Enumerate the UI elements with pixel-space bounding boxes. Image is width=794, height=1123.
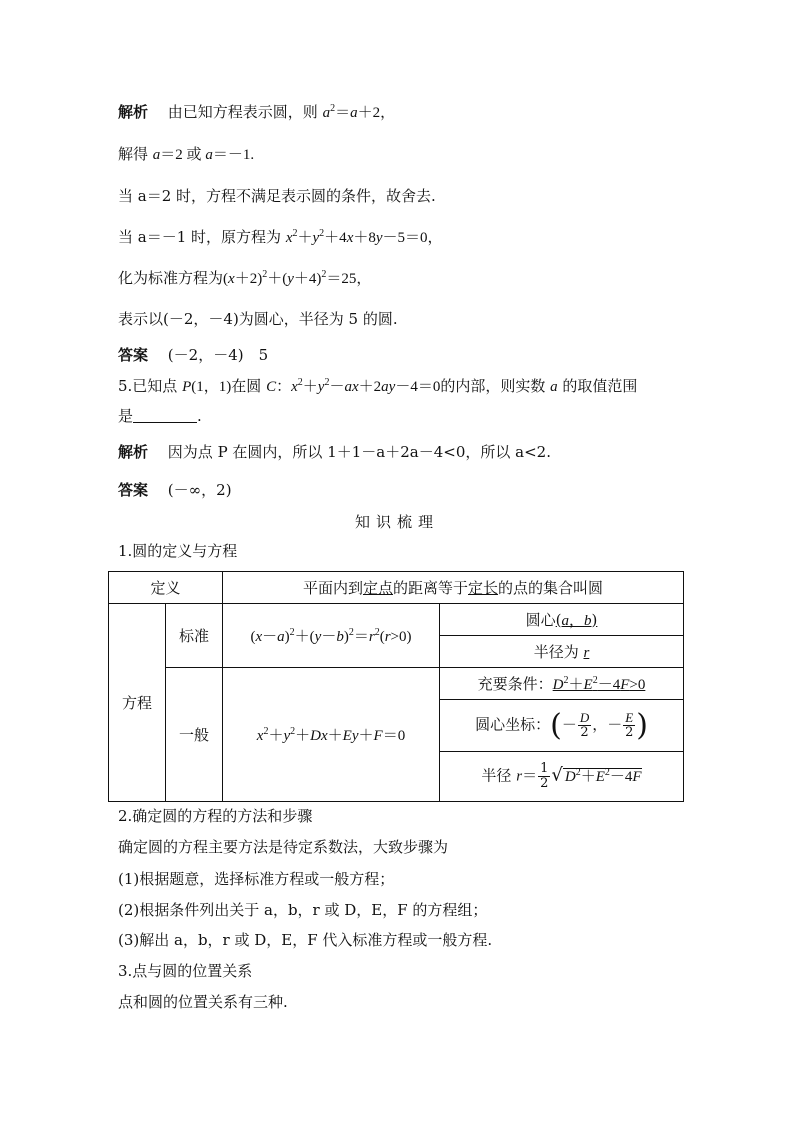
heading-3: 3.点与圆的位置关系 [118, 962, 253, 980]
solution-line-2: 解得 a＝2 或 a＝－1. [118, 145, 255, 163]
std-equation: $(x-a)^2+(y-b)^2=r^2(r>0)$ [223, 604, 440, 668]
answer-1: 答案 (－2，－4) 5 [118, 346, 269, 364]
std-label: 标准 [166, 604, 223, 668]
section-title: 知识梳理 [354, 513, 439, 531]
std-radius: 半径为 r [440, 636, 684, 668]
solution-text: 由已知方程表示圆，则 [167, 103, 318, 121]
def-value: 平面内到定点的距离等于定长的点的集合叫圆 [223, 572, 684, 604]
answer-blank[interactable] [133, 408, 197, 423]
solution-label: 解析 [118, 103, 149, 121]
solution-line-6: 表示以(－2，－4)为圆心，半径为 5 的圆. [118, 310, 398, 328]
solution-2: 解析 因为点 P 在圆内，所以 1＋1－a＋2a－4<0，所以 a<2. [118, 443, 551, 461]
heading-1: 1.圆的定义与方程 [118, 542, 238, 560]
step-3: (3)解出 a，b，r 或 D，E，F 代入标准方程或一般方程. [118, 931, 493, 949]
std-center: 圆心(a，b) [440, 604, 684, 636]
para-2: 确定圆的方程主要方法是待定系数法，大致步骤为 [118, 838, 449, 856]
step-1: (1)根据题意，选择标准方程或一般方程； [118, 870, 395, 888]
circle-equation-table [108, 571, 684, 802]
gen-label: 一般 [166, 668, 223, 802]
solution-line-4: 当 a＝－1 时，原方程为 $x^2+y^2+4x+8y-5=0$， [118, 228, 443, 246]
heading-2: 2.确定圆的方程的方法和步骤 [118, 807, 313, 825]
gen-condition: 充要条件：$D^2+E^2-4F>0$ [440, 668, 684, 700]
step-2: (2)根据条件列出关于 a，b，r 或 D，E，F 的方程组； [118, 901, 488, 919]
gen-equation: $x^2+y^2+Dx+Ey+F=0$ [223, 668, 440, 802]
solution-line-5: 化为标准方程为$(x+2)^2+(y+4)^2=25$， [118, 269, 372, 287]
gen-center: 圆心坐标：(－ $\frac{D}{2}$ ，－ $\frac{E}{2}$ ) [440, 700, 684, 752]
solution-line-1: 解析 由已知方程表示圆，则 $a^2=a+2$， [118, 103, 396, 121]
question-5-line-2: 是 . [118, 407, 202, 425]
question-5-line-1: 5.已知点 P(1，1)在圆 C：$x^2+y^2-ax+2ay-4=0$的内部，则实数 a 的取值范围 [118, 377, 638, 395]
solution-line-3: 当 a＝2 时，方程不满足表示圆的条件，故舍去. [118, 187, 436, 205]
para-3: 点和圆的位置关系有三种. [118, 993, 288, 1011]
eq-label: 方程 [109, 604, 166, 802]
answer-2: 答案 (－∞，2) [118, 481, 232, 499]
def-label: 定义 [109, 572, 223, 604]
gen-radius: 半径 r＝ $\frac{1}{2}$ √ $D^2+E^2-4F$ [440, 752, 684, 802]
